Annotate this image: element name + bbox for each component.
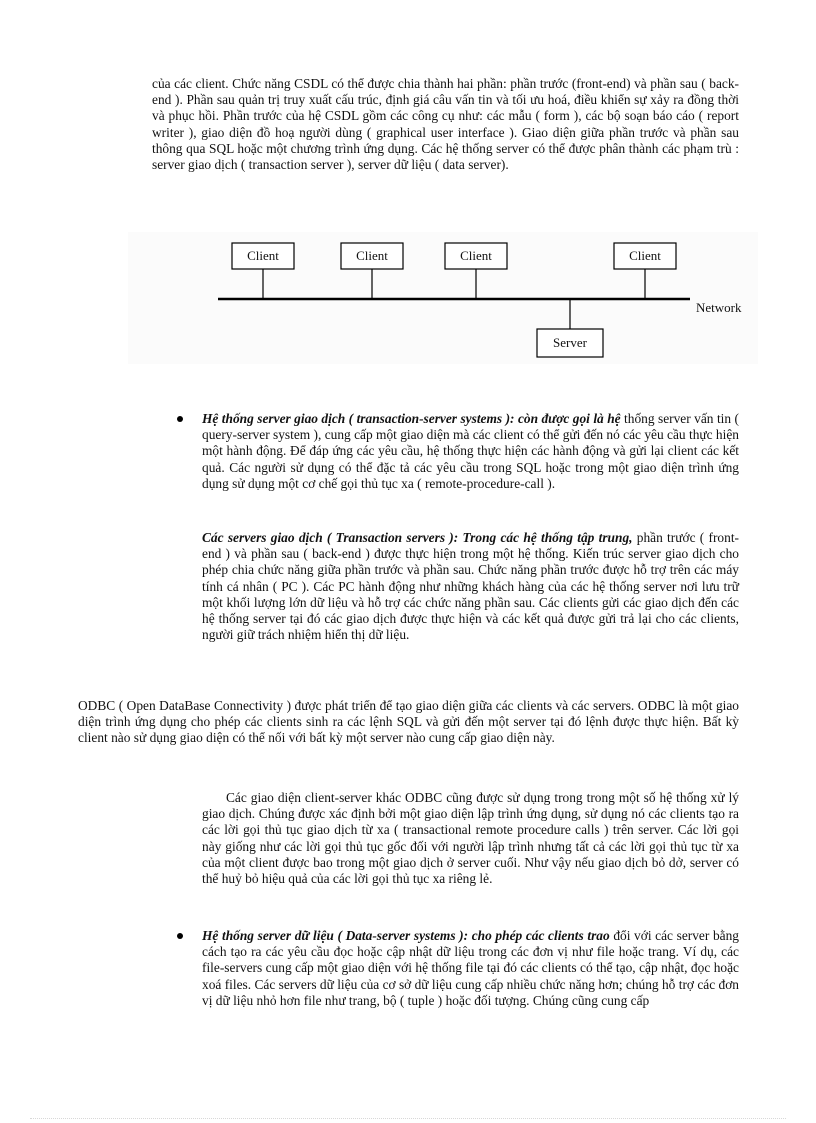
transaction-server-systems-heading: Hệ thống server giao dịch ( transaction-server systems ): còn được gọi là hệ: [202, 411, 621, 426]
client-server-interfaces-paragraph: Các giao diện client-server khác ODBC cũng được sử dụng trong trong một số hệ thống xử lý giao dịch. Chúng được xác định bởi một giao diện lập trình ứng dụng, sử dụng nó các clients tạo ra các lời gọi thủ tục giao dịch từ xa ( transactional remote procedure calls ) trên server. Các lời gọi này giống như các lời gọi thủ tục gốc đối với người lập trình nhưng tất cả các lời gọi thủ tục từ xa của một client được bao trong một giao dịch ở server cuối. Như vậy nếu giao dịch bỏ dở, server có thể huỷ bỏ hiệu quả của các lời gọi thủ tục xa riêng lẻ.: [202, 790, 739, 887]
client-node: [614, 243, 676, 269]
client-label: Client: [247, 248, 279, 263]
data-server-systems-body: đổi với các server bằng cách tạo ra các yêu cầu đọc hoặc cập nhật dữ liệu trong các đơn vị như file hoặc trang. Ví dụ, các file-servers cung cấp một giao diện với hệ thống file tại đó các clients có thể tạo, cập nhật, đọc hoặc xoá files. Các servers dữ liệu của cơ sở dữ liệu cung cấp nhiều chức năng hơn; chúng hỗ trợ các đơn vị dữ liệu nhỏ hơn file như trang, bộ ( tuple ) hoặc đối tượng. Chúng cũng cung cấp: [202, 928, 739, 1008]
client-label: Client: [460, 248, 492, 263]
client-label: Client: [629, 248, 661, 263]
data-server-systems-item: [202, 928, 739, 1009]
page-bottom-divider: [30, 1118, 786, 1119]
bullet-marker: [177, 933, 183, 939]
server-node: [537, 329, 603, 357]
network-label: Network: [696, 300, 742, 315]
client-node: [341, 243, 403, 269]
bullet-marker: [177, 416, 183, 422]
client-node: [445, 243, 507, 269]
transaction-server-systems-body: thống server vấn tin ( query-server system ), cung cấp một giao diện mà các client có thể gửi đến nó các yêu cầu thực hiện một hành động. Để đáp ứng các yêu cầu, hệ thống thực hiện các hành động và gửi lại client các kết quả. Các người sử dụng có thể đặc tả các yêu cầu trong SQL hoặc trong một giao diện trình ứng dụng sử dụng một cơ chế gọi thủ tục xa ( remote-procedure-call ).: [202, 411, 739, 491]
transaction-server-systems-item: [202, 411, 739, 492]
transaction-servers-body: phần trước ( front-end ) và phần sau ( back-end ) được thực hiện trong một hệ thống. Kiến trúc server giao dịch cho phép chia chức năng giữa phần trước và phần sau. Chức năng phần trước được hỗ trợ trên các máy tính cá nhân ( PC ). Các PC hành động như những khách hàng của các hệ thống server nơi lưu trữ một khối lượng lớn dữ liệu và hỗ trợ các chức năng phần sau. Các clients gửi các giao dịch đến các hệ thống server tại đó các giao dịch được thực hiện và các kết quả được gửi trả lại cho các clients, người giữ trách nhiệm hiển thị dữ liệu.: [202, 530, 739, 643]
server-label: Server: [553, 335, 587, 350]
data-server-systems-heading: Hệ thống server dữ liệu ( Data-server systems ): cho phép các clients trao: [202, 928, 610, 943]
intro-paragraph: của các client. Chức năng CSDL có thể được chia thành hai phần: phần trước (front-end) và phần sau ( back-end ). Phần sau quản trị truy xuất cấu trúc, định giá câu vấn tin và tối ưu hoá, điều khiển sự xảy ra đồng thời và phục hồi. Phần trước của hệ CSDL gồm các công cụ như: các mẫu ( form ), các bộ soạn báo cáo ( report writer ), giao diện đồ hoạ người dùng ( graphical user interface ). Giao diện giữa phần trước và phần sau thông qua SQL hoặc một chương trình ứng dụng. Các hệ thống server có thể được phân thành các phạm trù : server giao dịch ( transaction server ), server dữ liệu ( data server).: [152, 76, 739, 173]
client-server-network-diagram: [128, 232, 758, 364]
client-label: Client: [356, 248, 388, 263]
client-node: [232, 243, 294, 269]
transaction-servers-heading: Các servers giao dịch ( Transaction servers ): Trong các hệ thống tập trung,: [202, 530, 633, 545]
network-diagram-svg: [128, 232, 758, 364]
transaction-servers-paragraph: [202, 530, 739, 643]
odbc-paragraph: ODBC ( Open DataBase Connectivity ) được phát triển để tạo giao diện giữa các clients và các servers. ODBC là một giao diện trình ứng dụng cho phép các clients sinh ra các lệnh SQL và gửi đến một server tại đó lệnh được thực hiện. Bất kỳ client nào sử dụng giao diện có thể nối với bất kỳ một server nào cung cấp giao diện này.: [78, 698, 739, 746]
